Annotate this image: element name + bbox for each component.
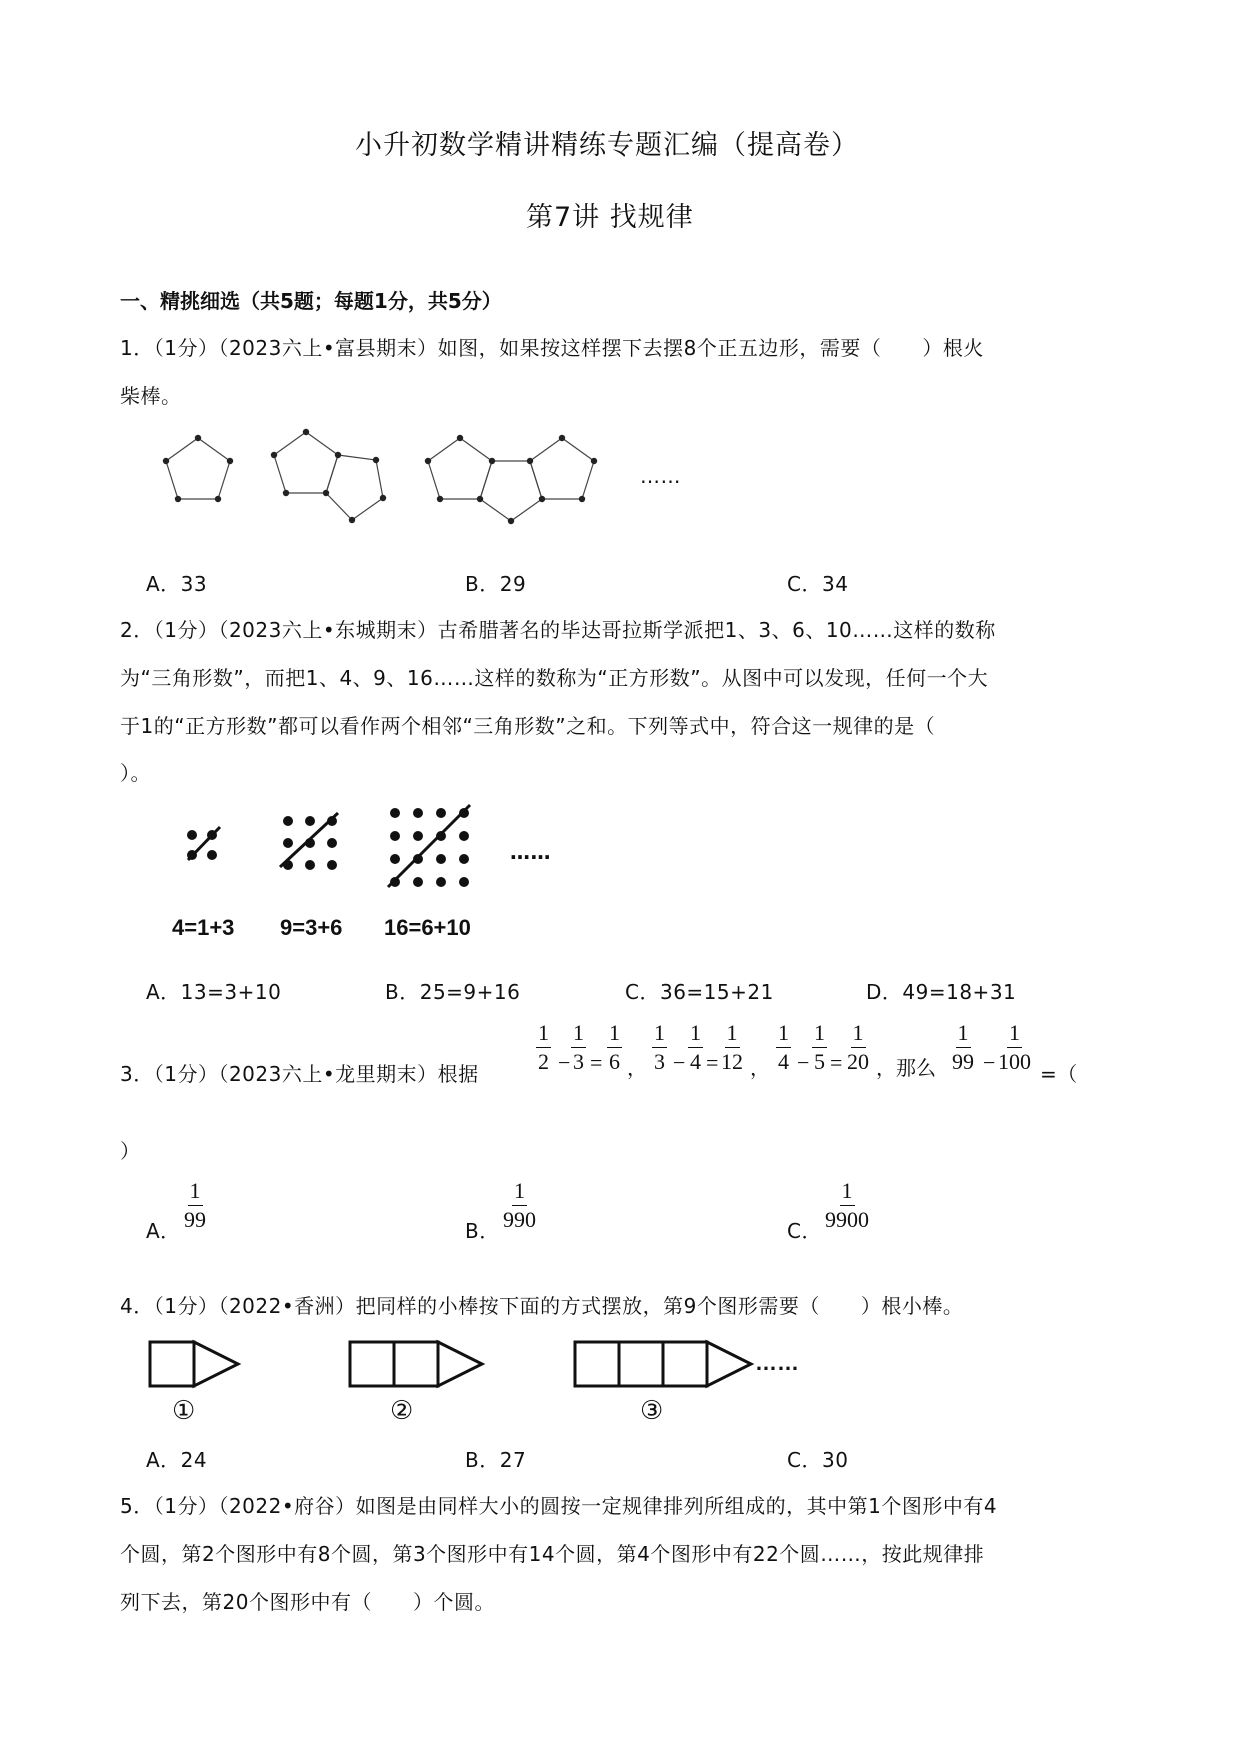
q4-option-c[interactable]: C．30 <box>787 1448 849 1472</box>
q3-comma-1: ， <box>627 1056 647 1080</box>
q4-text-line1: 4．（1分）（2022•香洲）把同样的小棒按下面的方式摆放，第9个图形需要（ ）根小棒。 <box>120 1294 964 1318</box>
q3-frac-10: $\frac{1}{99}$ <box>952 1020 974 1074</box>
q1-text-line2: 柴棒。 <box>120 384 182 408</box>
page-title: 小升初数学精讲精练专题汇编（提高卷） <box>355 130 859 161</box>
q2-text-line2: 为“三角形数”，而把1、4、9、16……这样的数称为“正方形数”。从图中可以发现，任何一个大 <box>120 666 989 690</box>
q3-equals-1: = <box>590 1050 603 1075</box>
q3-tail: =（ <box>1040 1062 1078 1086</box>
pentagon-2b <box>326 455 383 520</box>
q4-figure-label-3: ③ <box>640 1396 664 1426</box>
q4-ellipsis: …… <box>755 1350 799 1375</box>
pentagon-3c <box>530 438 594 499</box>
q2-text-line4: ）。 <box>120 761 151 785</box>
q3-frac-8: $\frac{1}{5}$ <box>814 1020 825 1074</box>
q2-option-b[interactable]: B．25=9+16 <box>385 980 521 1004</box>
q3-prefix: 3．（1分）（2023六上•龙里期末）根据 <box>120 1062 479 1086</box>
q2-option-a[interactable]: A．13=3+10 <box>146 980 282 1004</box>
q3-frac-4: $\frac{1}{3}$ <box>654 1020 665 1074</box>
q5-text-line2: 个圆，第2个图形中有8个圆，第3个图形中有14个圆，第4个图形中有22个圆……，按此规律排 <box>120 1542 985 1566</box>
q3-equals-3: = <box>830 1050 843 1075</box>
q3-close: ） <box>120 1139 141 1163</box>
q3-comma-2: ， <box>750 1056 770 1080</box>
q4-figure-label-1: ① <box>172 1396 196 1426</box>
q2-figure-label-2: 9=3+6 <box>280 915 343 940</box>
q3-minus-4: − <box>983 1050 996 1075</box>
q2-ellipsis: …… <box>510 840 551 864</box>
q5-text-line1: 5．（1分）（2022•府谷）如图是由同样大小的圆按一定规律排列所组成的，其中第1个图形中有4 <box>120 1494 998 1518</box>
lecture-subtitle: 第7讲 找规律 <box>526 202 694 233</box>
q3-option-c-label[interactable]: C． <box>787 1219 822 1243</box>
q1-option-a[interactable]: A．33 <box>146 572 208 596</box>
q3-option-c-frac[interactable]: $\frac{1}{9900}$ <box>825 1178 869 1232</box>
q3-equals-2: = <box>706 1050 719 1075</box>
q3-option-a-label[interactable]: A． <box>146 1219 181 1243</box>
q3-frac-11: $\frac{1}{100}$ <box>998 1020 1031 1074</box>
pentagon-1 <box>166 438 230 499</box>
q2-option-c[interactable]: C．36=15+21 <box>625 980 774 1004</box>
q1-ellipsis: …… <box>640 464 681 488</box>
q4-figure-label-2: ② <box>390 1396 414 1426</box>
q4-option-b[interactable]: B．27 <box>465 1448 527 1472</box>
q1-option-c[interactable]: C．34 <box>787 572 849 596</box>
q2-text-line3: 于1的“正方形数”都可以看作两个相邻“三角形数”之和。下列等式中，符合这一规律的是（ <box>120 714 936 738</box>
q1-text-line1: 1．（1分）（2023六上•富县期末）如图，如果按这样摆下去摆8个正五边形，需要（ ）根火 <box>120 336 984 360</box>
q3-frac-2: $\frac{1}{3}$ <box>573 1020 584 1074</box>
q5-text-line3: 列下去，第20个图形中有（ ）个圆。 <box>120 1590 495 1614</box>
q3-frac-5: $\frac{1}{4}$ <box>690 1020 701 1074</box>
q3-frac-7: $\frac{1}{4}$ <box>778 1020 789 1074</box>
q3-minus-1: − <box>558 1050 571 1075</box>
q3-minus-2: − <box>673 1050 686 1075</box>
q3-minus-3: − <box>797 1050 810 1075</box>
q2-figure-label-3: 16=6+10 <box>384 915 471 940</box>
q1-pentagon-figure <box>150 420 870 540</box>
q2-option-d[interactable]: D．49=18+31 <box>866 980 1017 1004</box>
q3-frac-9: $\frac{1}{20}$ <box>847 1020 869 1074</box>
q3-frac-6: $\frac{1}{12}$ <box>721 1020 743 1074</box>
q3-option-b-frac[interactable]: $\frac{1}{990}$ <box>503 1178 536 1232</box>
section-heading: 一、精挑细选（共5题；每题1分，共5分） <box>120 289 502 313</box>
q1-option-b[interactable]: B．29 <box>465 572 527 596</box>
q4-option-a[interactable]: A．24 <box>146 1448 208 1472</box>
q3-option-a-frac[interactable]: $\frac{1}{99}$ <box>184 1178 206 1232</box>
q4-stick-figure <box>150 1336 850 1396</box>
q2-text-line1: 2．（1分）（2023六上•东城期末）古希腊著名的毕达哥拉斯学派把1、3、6、10……这样的数称 <box>120 618 996 642</box>
q3-then: ，那么 <box>876 1056 936 1080</box>
q3-frac-3: $\frac{1}{6}$ <box>609 1020 620 1074</box>
q3-frac-1: $\frac{1}{2}$ <box>538 1020 549 1074</box>
q3-option-b-label[interactable]: B． <box>465 1219 500 1243</box>
q2-figure-label-1: 4=1+3 <box>172 915 235 940</box>
